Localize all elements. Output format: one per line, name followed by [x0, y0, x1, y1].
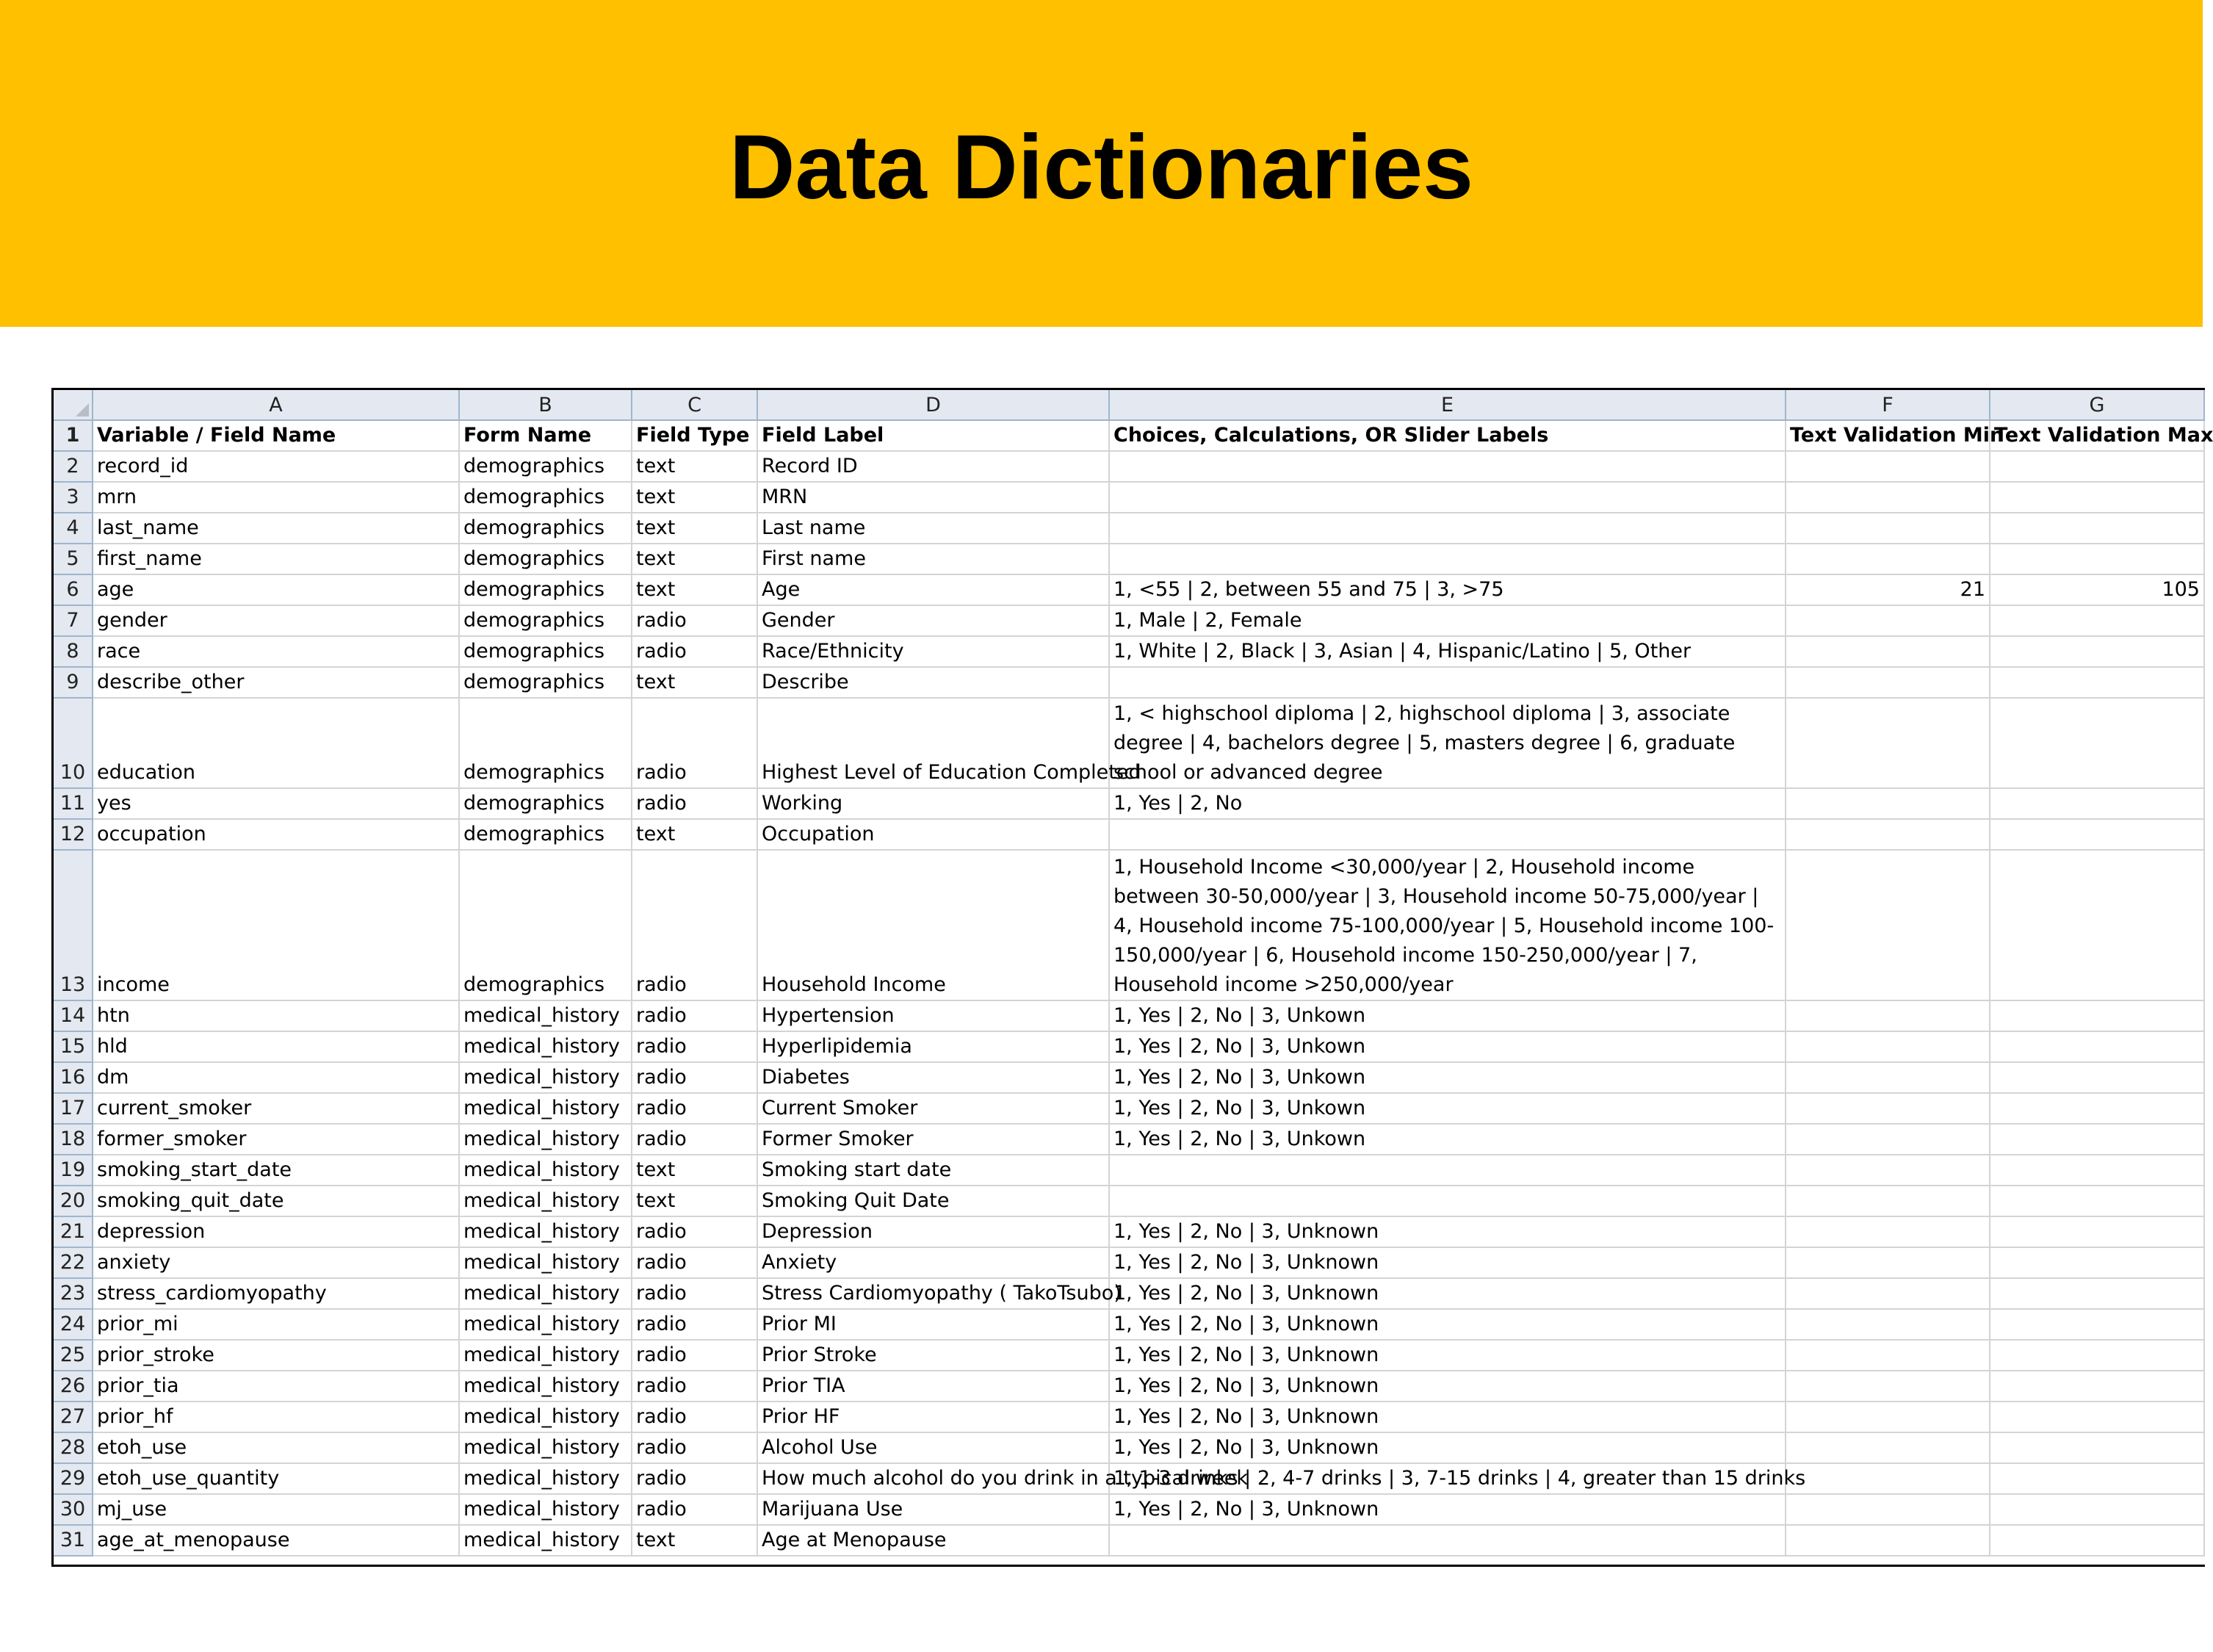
table-cell[interactable] [1786, 1402, 1990, 1432]
table-cell[interactable]: 1, Yes | 2, No | 3, Unknown [1109, 1216, 1786, 1247]
table-cell[interactable]: radio [632, 1463, 757, 1494]
table-cell[interactable]: 1, Yes | 2, No | 3, Unkown [1109, 1000, 1786, 1031]
table-cell[interactable] [1990, 819, 2204, 850]
table-cell[interactable]: Prior HF [757, 1402, 1109, 1432]
row-number[interactable]: 9 [54, 667, 93, 698]
table-cell[interactable]: radio [632, 636, 757, 667]
table-cell[interactable] [1786, 1371, 1990, 1402]
column-header-e[interactable]: E [1109, 390, 1786, 420]
table-cell[interactable]: prior_tia [93, 1371, 459, 1402]
table-cell[interactable]: 1, Yes | 2, No | 3, Unkown [1109, 1124, 1786, 1155]
table-cell[interactable]: prior_hf [93, 1402, 459, 1432]
row-number[interactable]: 22 [54, 1247, 93, 1278]
table-cell[interactable]: 1, Yes | 2, No | 3, Unknown [1109, 1340, 1786, 1371]
table-cell[interactable]: demographics [459, 605, 632, 636]
column-header-b[interactable]: B [459, 390, 632, 420]
row-number[interactable]: 26 [54, 1371, 93, 1402]
table-cell[interactable]: 1, <55 | 2, between 55 and 75 | 3, >75 [1109, 574, 1786, 605]
table-cell[interactable]: radio [632, 1402, 757, 1432]
table-cell[interactable]: 1, Yes | 2, No | 3, Unknown [1109, 1278, 1786, 1309]
table-cell[interactable] [1990, 1371, 2204, 1402]
row-number[interactable]: 29 [54, 1463, 93, 1494]
table-cell[interactable] [1990, 1432, 2204, 1463]
table-cell[interactable]: Record ID [757, 451, 1109, 482]
table-cell[interactable]: medical_history [459, 1525, 632, 1556]
table-cell[interactable]: radio [632, 1000, 757, 1031]
table-cell[interactable]: Diabetes [757, 1062, 1109, 1093]
table-cell[interactable] [1109, 819, 1786, 850]
table-cell[interactable] [1990, 605, 2204, 636]
table-cell[interactable] [1109, 451, 1786, 482]
header-row [54, 420, 2204, 451]
table-cell[interactable]: medical_history [459, 1000, 632, 1031]
table-cell[interactable]: former_smoker [93, 1124, 459, 1155]
table-cell[interactable] [1109, 1155, 1786, 1186]
table-cell[interactable] [1786, 1494, 1990, 1525]
table-cell[interactable]: last_name [93, 513, 459, 544]
table-cell[interactable] [1786, 788, 1990, 819]
table-cell[interactable]: Former Smoker [757, 1124, 1109, 1155]
table-row [54, 1155, 2204, 1186]
table-cell[interactable]: etoh_use_quantity [93, 1463, 459, 1494]
row-number[interactable]: 23 [54, 1278, 93, 1309]
row-number[interactable]: 15 [54, 1031, 93, 1062]
table-cell[interactable] [1786, 1093, 1990, 1124]
table-cell[interactable]: htn [93, 1000, 459, 1031]
table-cell[interactable]: radio [632, 1031, 757, 1062]
table-cell[interactable]: radio [632, 605, 757, 636]
table-cell[interactable] [1786, 1525, 1990, 1556]
table-cell[interactable]: education [93, 698, 459, 788]
column-header-g[interactable]: G [1990, 390, 2204, 420]
table-cell[interactable] [1786, 850, 1990, 1000]
table-row [54, 819, 2204, 850]
table-row [54, 605, 2204, 636]
table-cell[interactable]: text [632, 819, 757, 850]
table-cell[interactable]: prior_mi [93, 1309, 459, 1340]
table-cell[interactable] [1109, 1525, 1786, 1556]
column-header-row [54, 390, 2204, 420]
table-cell[interactable]: race [93, 636, 459, 667]
table-cell[interactable]: medical_history [459, 1031, 632, 1062]
table-row [54, 1124, 2204, 1155]
table-row [54, 1340, 2204, 1371]
table-cell[interactable]: radio [632, 1216, 757, 1247]
table-row [54, 1432, 2204, 1463]
table-cell[interactable]: 1, Yes | 2, No | 3, Unknown [1109, 1494, 1786, 1525]
table-cell[interactable]: text [632, 482, 757, 513]
table-cell[interactable]: medical_history [459, 1402, 632, 1432]
table-cell[interactable]: demographics [459, 667, 632, 698]
table-row [54, 574, 2204, 605]
table-cell[interactable] [1990, 636, 2204, 667]
table-cell[interactable] [1786, 1031, 1990, 1062]
table-cell[interactable]: medical_history [459, 1432, 632, 1463]
table-cell[interactable]: demographics [459, 574, 632, 605]
table-cell[interactable]: Gender [757, 605, 1109, 636]
row-number[interactable]: 13 [54, 850, 93, 1000]
table-cell[interactable]: dm [93, 1062, 459, 1093]
table-cell[interactable]: income [93, 850, 459, 1000]
table-cell[interactable]: record_id [93, 451, 459, 482]
column-header-a[interactable]: A [93, 390, 459, 420]
table-cell[interactable]: radio [632, 788, 757, 819]
table-cell[interactable] [1786, 1309, 1990, 1340]
table-cell[interactable]: current_smoker [93, 1093, 459, 1124]
header-cell[interactable]: Text Validation Max [1990, 420, 2204, 451]
row-number[interactable]: 21 [54, 1216, 93, 1247]
row-number[interactable]: 16 [54, 1062, 93, 1093]
table-cell[interactable]: Hyperlipidemia [757, 1031, 1109, 1062]
table-cell[interactable] [1786, 1432, 1990, 1463]
page-title: Data Dictionaries [729, 117, 1473, 218]
table-cell[interactable] [1786, 1000, 1990, 1031]
table-cell[interactable]: 1, Yes | 2, No | 3, Unknown [1109, 1432, 1786, 1463]
table-cell[interactable]: text [632, 1186, 757, 1216]
table-cell[interactable]: anxiety [93, 1247, 459, 1278]
table-cell[interactable]: Occupation [757, 819, 1109, 850]
table-cell[interactable]: demographics [459, 636, 632, 667]
row-number[interactable]: 31 [54, 1525, 93, 1556]
header-cell[interactable]: Choices, Calculations, OR Slider Labels [1109, 420, 1786, 451]
data-dictionary-table [54, 390, 2213, 1557]
table-row [54, 482, 2204, 513]
table-cell[interactable]: Household Income [757, 850, 1109, 1000]
table-row [54, 1062, 2204, 1093]
table-cell[interactable]: smoking_quit_date [93, 1186, 459, 1216]
table-cell[interactable]: medical_history [459, 1216, 632, 1247]
table-cell[interactable] [1990, 513, 2204, 544]
table-cell[interactable] [1990, 1186, 2204, 1216]
table-cell[interactable]: 1, 1-3 drinks | 2, 4-7 drinks | 3, 7-15 drinks | 4, greater than 15 drinks [1109, 1463, 1786, 1494]
table-cell[interactable] [1786, 819, 1990, 850]
table-cell[interactable]: How much alcohol do you drink in a typical week [757, 1463, 1109, 1494]
header-cell[interactable]: Field Type [632, 420, 757, 451]
table-cell[interactable] [1786, 482, 1990, 513]
table-cell[interactable]: radio [632, 1247, 757, 1278]
header-cell[interactable]: Text Validation Min [1786, 420, 1990, 451]
row-number[interactable]: 25 [54, 1340, 93, 1371]
table-cell[interactable] [1786, 1340, 1990, 1371]
table-cell[interactable] [1786, 1216, 1990, 1247]
row-number[interactable]: 8 [54, 636, 93, 667]
table-cell[interactable]: medical_history [459, 1062, 632, 1093]
table-cell[interactable]: demographics [459, 788, 632, 819]
row-number[interactable]: 18 [54, 1124, 93, 1155]
table-cell[interactable]: demographics [459, 451, 632, 482]
table-row [54, 1371, 2204, 1402]
table-cell[interactable] [1786, 1155, 1990, 1186]
table-cell[interactable] [1990, 667, 2204, 698]
column-header-f[interactable]: F [1786, 390, 1990, 420]
table-cell[interactable]: 1, Yes | 2, No | 3, Unknown [1109, 1402, 1786, 1432]
table-cell[interactable] [1786, 698, 1990, 788]
table-cell[interactable] [1990, 1155, 2204, 1186]
table-cell[interactable]: radio [632, 1278, 757, 1309]
table-cell[interactable] [1990, 1278, 2204, 1309]
table-row [54, 1278, 2204, 1309]
row-number[interactable]: 3 [54, 482, 93, 513]
table-cell[interactable]: demographics [459, 544, 632, 574]
table-cell[interactable]: radio [632, 1124, 757, 1155]
table-row [54, 1031, 2204, 1062]
table-cell[interactable]: age_at_menopause [93, 1525, 459, 1556]
table-cell[interactable]: stress_cardiomyopathy [93, 1278, 459, 1309]
table-row [54, 1463, 2204, 1494]
table-cell[interactable]: 1, Yes | 2, No | 3, Unknown [1109, 1247, 1786, 1278]
table-cell[interactable] [1786, 544, 1990, 574]
table-cell[interactable]: 105 [1990, 574, 2204, 605]
table-cell[interactable]: medical_history [459, 1278, 632, 1309]
table-cell[interactable]: text [632, 1525, 757, 1556]
row-number[interactable]: 10 [54, 698, 93, 788]
table-cell[interactable]: yes [93, 788, 459, 819]
table-cell[interactable] [1990, 1525, 2204, 1556]
table-cell[interactable]: demographics [459, 850, 632, 1000]
table-cell[interactable]: 1, Household Income <30,000/year | 2, Household income between 30-50,000/year | 3, Household income 50-75,000/year | 4, Household income 75-100,000/year | 5, Household income 100-150,000/year | 6, Household income 150-250,000/year | 7, Household income >250,000/year [1109, 850, 1786, 1000]
table-row [54, 667, 2204, 698]
column-header-c[interactable]: C [632, 390, 757, 420]
table-cell[interactable]: medical_history [459, 1247, 632, 1278]
table-cell[interactable]: radio [632, 1093, 757, 1124]
row-number[interactable]: 28 [54, 1432, 93, 1463]
table-cell[interactable] [1786, 1247, 1990, 1278]
table-row [54, 451, 2204, 482]
table-cell[interactable]: demographics [459, 482, 632, 513]
table-cell[interactable]: 1, Yes | 2, No | 3, Unkown [1109, 1031, 1786, 1062]
table-cell[interactable]: mj_use [93, 1494, 459, 1525]
table-cell[interactable]: medical_history [459, 1124, 632, 1155]
table-row [54, 1309, 2204, 1340]
table-cell[interactable] [1990, 788, 2204, 819]
table-cell[interactable]: radio [632, 1432, 757, 1463]
table-cell[interactable]: Alcohol Use [757, 1432, 1109, 1463]
table-cell[interactable]: medical_history [459, 1340, 632, 1371]
row-number[interactable]: 1 [54, 420, 93, 451]
table-cell[interactable]: Anxiety [757, 1247, 1109, 1278]
table-cell[interactable]: 1, Yes | 2, No | 3, Unkown [1109, 1093, 1786, 1124]
table-cell[interactable] [1990, 698, 2204, 788]
table-cell[interactable]: Describe [757, 667, 1109, 698]
table-cell[interactable]: demographics [459, 513, 632, 544]
table-row [54, 1402, 2204, 1432]
table-cell[interactable] [1990, 1494, 2204, 1525]
table-cell[interactable] [1786, 451, 1990, 482]
table-cell[interactable]: 1, White | 2, Black | 3, Asian | 4, Hispanic/Latino | 5, Other [1109, 636, 1786, 667]
table-row [54, 1093, 2204, 1124]
table-cell[interactable]: 1, Yes | 2, No | 3, Unknown [1109, 1309, 1786, 1340]
table-cell[interactable] [1990, 1000, 2204, 1031]
table-cell[interactable] [1786, 636, 1990, 667]
table-cell[interactable]: Depression [757, 1216, 1109, 1247]
table-row [54, 544, 2204, 574]
table-cell[interactable]: Prior Stroke [757, 1340, 1109, 1371]
table-cell[interactable]: 21 [1786, 574, 1990, 605]
table-cell[interactable]: text [632, 667, 757, 698]
title-banner [0, 0, 2203, 327]
header-cell[interactable]: Variable / Field Name [93, 420, 459, 451]
table-cell[interactable]: Stress Cardiomyopathy ( TakoTsubo) [757, 1278, 1109, 1309]
table-cell[interactable] [1109, 667, 1786, 698]
table-cell[interactable] [1990, 451, 2204, 482]
table-cell[interactable] [1786, 605, 1990, 636]
table-row [54, 788, 2204, 819]
table-cell[interactable] [1109, 513, 1786, 544]
row-number[interactable]: 30 [54, 1494, 93, 1525]
row-number[interactable]: 4 [54, 513, 93, 544]
table-cell[interactable]: depression [93, 1216, 459, 1247]
table-cell[interactable]: age [93, 574, 459, 605]
table-cell[interactable]: 1, Yes | 2, No | 3, Unknown [1109, 1371, 1786, 1402]
table-row [54, 1186, 2204, 1216]
table-row [54, 850, 2204, 1000]
table-row [54, 1525, 2204, 1556]
table-cell[interactable]: 1, Yes | 2, No | 3, Unkown [1109, 1062, 1786, 1093]
row-number[interactable]: 19 [54, 1155, 93, 1186]
table-cell[interactable] [1786, 1278, 1990, 1309]
table-cell[interactable]: First name [757, 544, 1109, 574]
table-cell[interactable]: Smoking Quit Date [757, 1186, 1109, 1216]
table-cell[interactable]: radio [632, 1371, 757, 1402]
table-cell[interactable]: Smoking start date [757, 1155, 1109, 1186]
table-cell[interactable]: prior_stroke [93, 1340, 459, 1371]
table-cell[interactable]: medical_history [459, 1463, 632, 1494]
table-cell[interactable]: Hypertension [757, 1000, 1109, 1031]
table-cell[interactable] [1990, 1062, 2204, 1093]
table-cell[interactable]: demographics [459, 698, 632, 788]
table-cell[interactable]: medical_history [459, 1186, 632, 1216]
table-cell[interactable]: text [632, 574, 757, 605]
select-all-corner[interactable] [54, 390, 93, 420]
table-cell[interactable] [1786, 513, 1990, 544]
row-number[interactable]: 14 [54, 1000, 93, 1031]
table-row [54, 1494, 2204, 1525]
table-cell[interactable] [1109, 1186, 1786, 1216]
row-number[interactable]: 11 [54, 788, 93, 819]
table-cell[interactable] [1786, 1463, 1990, 1494]
table-cell[interactable] [1990, 1247, 2204, 1278]
table-cell[interactable]: Prior TIA [757, 1371, 1109, 1402]
table-cell[interactable]: radio [632, 1062, 757, 1093]
row-number[interactable]: 7 [54, 605, 93, 636]
table-cell[interactable]: demographics [459, 819, 632, 850]
table-cell[interactable]: medical_history [459, 1309, 632, 1340]
table-cell[interactable]: describe_other [93, 667, 459, 698]
table-cell[interactable]: Working [757, 788, 1109, 819]
table-cell[interactable]: radio [632, 698, 757, 788]
table-cell[interactable] [1990, 1309, 2204, 1340]
table-row [54, 1216, 2204, 1247]
table-cell[interactable]: 1, < highschool diploma | 2, highschool diploma | 3, associate degree | 4, bachelors degree | 5, masters degree | 6, graduate school or advanced degree [1109, 698, 1786, 788]
row-number[interactable]: 12 [54, 819, 93, 850]
table-cell[interactable]: Prior MI [757, 1309, 1109, 1340]
header-cell[interactable]: Field Label [757, 420, 1109, 451]
column-header-d[interactable]: D [757, 390, 1109, 420]
table-cell[interactable]: smoking_start_date [93, 1155, 459, 1186]
table-row [54, 698, 2204, 788]
table-cell[interactable]: gender [93, 605, 459, 636]
row-number[interactable]: 17 [54, 1093, 93, 1124]
table-cell[interactable]: medical_history [459, 1494, 632, 1525]
row-number[interactable]: 20 [54, 1186, 93, 1216]
table-row [54, 636, 2204, 667]
table-cell[interactable] [1109, 482, 1786, 513]
table-cell[interactable]: Current Smoker [757, 1093, 1109, 1124]
table-cell[interactable]: text [632, 544, 757, 574]
table-cell[interactable]: 1, Yes | 2, No [1109, 788, 1786, 819]
table-cell[interactable]: mrn [93, 482, 459, 513]
table-cell[interactable] [1990, 544, 2204, 574]
table-cell[interactable] [1990, 850, 2204, 1000]
row-number[interactable]: 27 [54, 1402, 93, 1432]
table-cell[interactable]: MRN [757, 482, 1109, 513]
table-cell[interactable]: radio [632, 1494, 757, 1525]
table-cell[interactable]: occupation [93, 819, 459, 850]
row-number[interactable]: 5 [54, 544, 93, 574]
select-all-icon [76, 403, 89, 416]
row-number[interactable]: 2 [54, 451, 93, 482]
table-cell[interactable]: Race/Ethnicity [757, 636, 1109, 667]
table-cell[interactable] [1990, 482, 2204, 513]
table-row [54, 1247, 2204, 1278]
table-row [54, 1000, 2204, 1031]
table-cell[interactable] [1990, 1093, 2204, 1124]
table-cell[interactable]: first_name [93, 544, 459, 574]
table-cell[interactable]: Highest Level of Education Completed [757, 698, 1109, 788]
table-cell[interactable]: medical_history [459, 1093, 632, 1124]
table-cell[interactable]: text [632, 451, 757, 482]
table-cell[interactable]: 1, Male | 2, Female [1109, 605, 1786, 636]
table-cell[interactable] [1990, 1216, 2204, 1247]
table-cell[interactable] [1786, 1186, 1990, 1216]
table-cell[interactable]: hld [93, 1031, 459, 1062]
table-row [54, 513, 2204, 544]
table-cell[interactable]: text [632, 1155, 757, 1186]
table-cell[interactable]: medical_history [459, 1155, 632, 1186]
table-cell[interactable] [1990, 1402, 2204, 1432]
row-number[interactable]: 6 [54, 574, 93, 605]
table-cell[interactable]: radio [632, 850, 757, 1000]
table-cell[interactable]: radio [632, 1309, 757, 1340]
table-cell[interactable]: Last name [757, 513, 1109, 544]
table-cell[interactable]: Marijuana Use [757, 1494, 1109, 1525]
table-cell[interactable]: Age at Menopause [757, 1525, 1109, 1556]
header-cell[interactable]: Form Name [459, 420, 632, 451]
table-cell[interactable] [1786, 1062, 1990, 1093]
table-cell[interactable] [1990, 1124, 2204, 1155]
table-cell[interactable]: etoh_use [93, 1432, 459, 1463]
table-cell[interactable] [1109, 544, 1786, 574]
table-cell[interactable]: medical_history [459, 1371, 632, 1402]
table-cell[interactable] [1990, 1340, 2204, 1371]
row-number[interactable]: 24 [54, 1309, 93, 1340]
table-cell[interactable] [1990, 1463, 2204, 1494]
table-cell[interactable] [1786, 1124, 1990, 1155]
table-cell[interactable] [1990, 1031, 2204, 1062]
table-cell[interactable]: radio [632, 1340, 757, 1371]
spreadsheet [51, 388, 2213, 1567]
table-cell[interactable] [1786, 667, 1990, 698]
table-cell[interactable]: text [632, 513, 757, 544]
table-cell[interactable]: Age [757, 574, 1109, 605]
